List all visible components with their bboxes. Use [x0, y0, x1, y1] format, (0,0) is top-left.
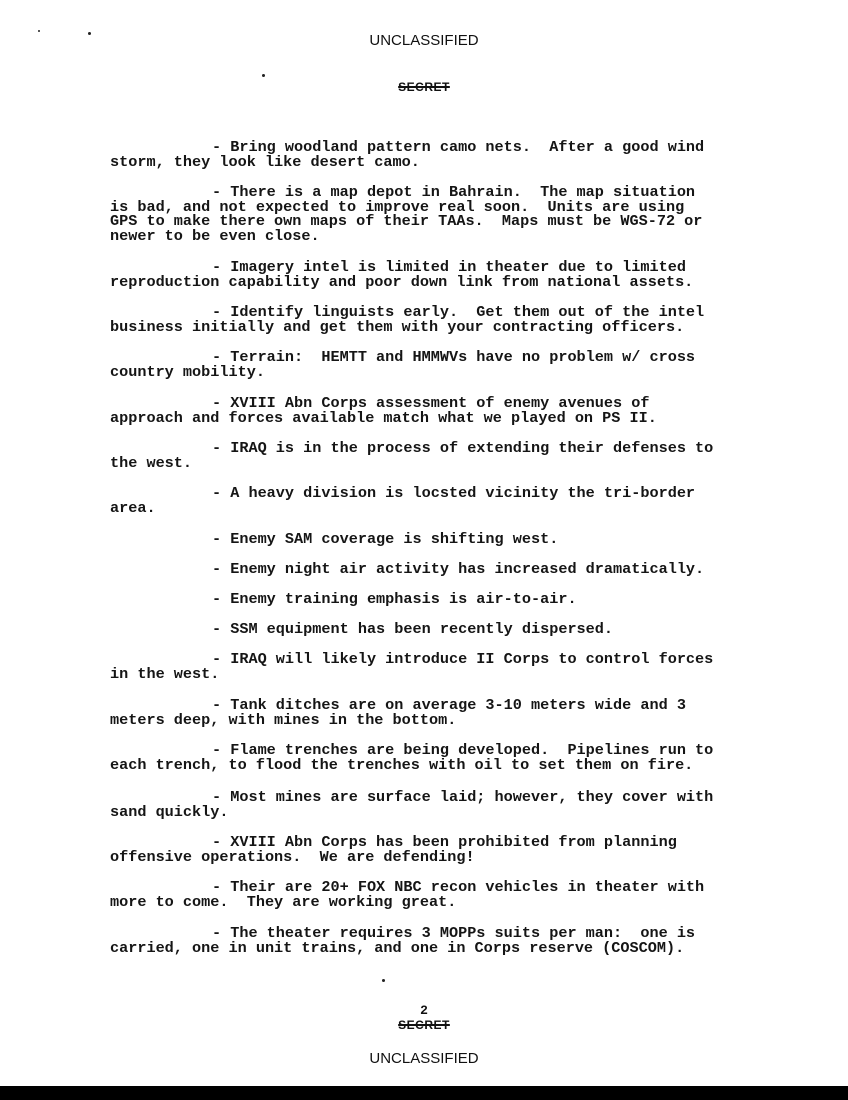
classification-footer: UNCLASSIFIED: [369, 1050, 479, 1067]
paragraph-first-line: - Terrain: HEMTT and HMMWVs have no problem w/ cross: [212, 348, 696, 366]
bullet-paragraph: [110, 260, 693, 289]
paragraph-continuation: in the west.: [110, 664, 220, 683]
bullet-paragraph: [110, 350, 695, 379]
paragraph-first-line: - Enemy night air activity has increased dramatically.: [212, 560, 705, 578]
secret-marking-text: SECRET: [398, 1018, 450, 1032]
paragraph-first-line: - Enemy training emphasis is air-to-air.: [212, 590, 577, 608]
paragraph-first-line: - SSM equipment has been recently dispersed.: [212, 620, 614, 638]
paragraph-first-line: - IRAQ will likely introduce II Corps to control forces: [212, 650, 714, 668]
paragraph-first-line: - Most mines are surface laid; however, they cover with: [212, 788, 714, 806]
bullet-paragraph: [110, 652, 713, 681]
bullet-paragraph: [110, 562, 704, 577]
bullet-paragraph: [110, 926, 695, 955]
paragraph-continuation: is bad, and not expected to improve real soon. Units are using GPS to make there own maps of their TAAs. Maps must be WGS-72 or newer to be even close.: [110, 197, 703, 245]
paragraph-first-line: - Tank ditches are on average 3-10 meters wide and 3: [212, 696, 686, 714]
paragraph-first-line: - Enemy SAM coverage is shifting west.: [212, 530, 559, 548]
bullet-paragraph: [110, 592, 577, 607]
bullet-paragraph: [110, 441, 713, 470]
bullet-paragraph: [110, 698, 686, 727]
paragraph-first-line: - Bring woodland pattern camo nets. After a good wind: [212, 138, 705, 156]
paragraph-first-line: - Identify linguists early. Get them out of the intel: [212, 303, 705, 321]
paragraph-continuation: more to come. They are working great.: [110, 892, 457, 911]
paragraph-first-line: - There is a map depot in Bahrain. The map situation: [212, 183, 696, 201]
paragraph-continuation: country mobility.: [110, 362, 265, 381]
paragraph-first-line: - A heavy division is locsted vicinity the tri-border: [212, 484, 696, 502]
page-number: 2: [420, 1003, 428, 1018]
paragraph-continuation: reproduction capability and poor down link from national assets.: [110, 272, 694, 291]
paragraph-first-line: - Imagery intel is limited in theater due to limited: [212, 258, 686, 276]
bullet-paragraph: [110, 305, 704, 334]
bullet-paragraph: [110, 790, 713, 819]
paragraph-continuation: meters deep, with mines in the bottom.: [110, 710, 457, 729]
bullet-paragraph: [110, 396, 657, 425]
paragraph-first-line: - IRAQ is in the process of extending their defenses to: [212, 439, 714, 457]
classification-header: UNCLASSIFIED: [369, 32, 479, 49]
secret-marking-top: [0, 80, 848, 94]
paragraph-continuation: offensive operations. We are defending!: [110, 847, 475, 866]
scan-speck: [382, 979, 385, 982]
paragraph-first-line: - Flame trenches are being developed. Pipelines run to: [212, 741, 714, 759]
secret-marking-bottom: [0, 1018, 848, 1032]
bullet-paragraph: [110, 532, 558, 547]
paragraph-continuation: area.: [110, 498, 156, 517]
bullet-paragraph: [110, 185, 702, 243]
bullet-paragraph: [110, 622, 613, 637]
bullet-paragraph: [110, 743, 713, 772]
paragraph-continuation: each trench, to flood the trenches with oil to set them on fire.: [110, 755, 694, 774]
paragraph-continuation: sand quickly.: [110, 802, 229, 821]
paragraph-continuation: approach and forces available match what we played on PS II.: [110, 408, 657, 427]
paragraph-first-line: - XVIII Abn Corps has been prohibited from planning: [212, 833, 677, 851]
paragraph-first-line: - The theater requires 3 MOPPs suits per man: one is: [212, 924, 696, 942]
paragraph-first-line: - XVIII Abn Corps assessment of enemy avenues of: [212, 394, 650, 412]
paragraph-continuation: the west.: [110, 453, 193, 472]
bullet-paragraph: [110, 486, 695, 515]
bullet-paragraph: [110, 140, 704, 169]
scan-speck: [262, 74, 265, 77]
bullet-paragraph: [110, 835, 677, 864]
paragraph-continuation: business initially and get them with your contracting officers.: [110, 317, 685, 336]
scan-border: [0, 1086, 848, 1100]
paragraph-continuation: carried, one in unit trains, and one in Corps reserve (COSCOM).: [110, 938, 685, 957]
secret-marking-text: SECRET: [398, 80, 450, 94]
paragraph-first-line: - Their are 20+ FOX NBC recon vehicles in theater with: [212, 878, 705, 896]
paragraph-continuation: storm, they look like desert camo.: [110, 152, 420, 171]
bullet-paragraph: [110, 880, 704, 909]
